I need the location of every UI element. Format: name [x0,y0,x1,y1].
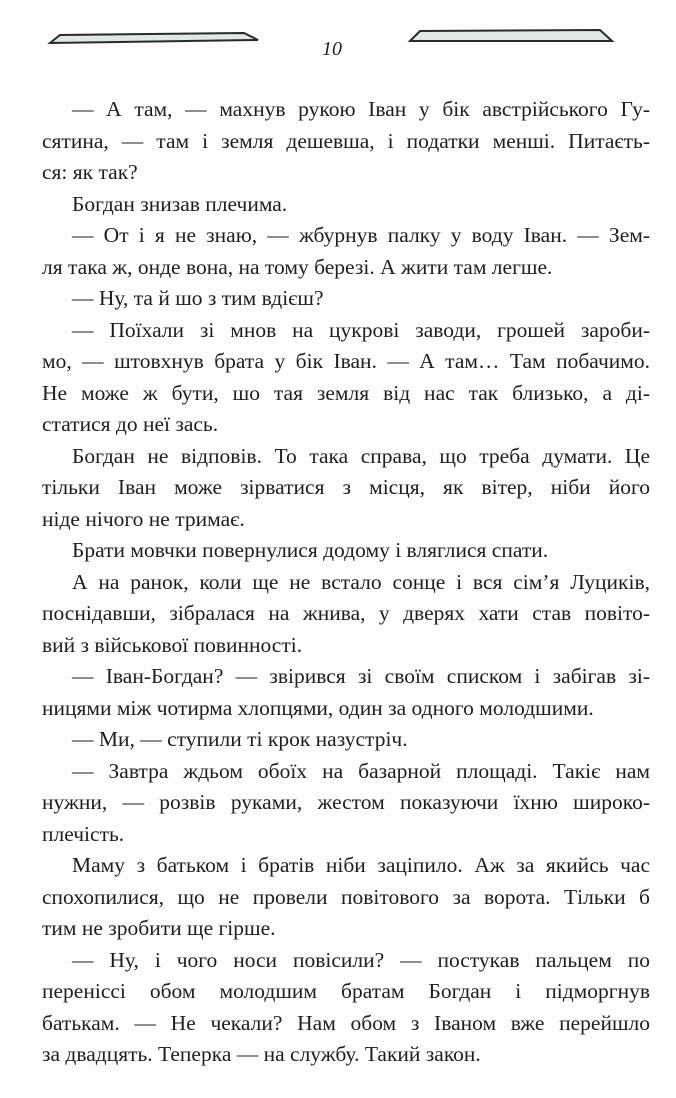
text-line: ся: як так? [42,160,138,184]
text-line: нужни, — розвів руками, жестом показуючи їхню широко- [42,790,650,814]
text-line: батькам. — Не чекали? Нам обом з Іваном вже перейшло [42,1010,650,1035]
left-ornament-rule [44,31,274,45]
text-line: за двадцять. Теперка — на службу. Такий закон. [42,1042,481,1066]
text-line: ніде нічого не тримає. [42,506,245,531]
text-line: спохопилися, що не провели повітового за ворота. Тільки б [42,884,650,909]
text-line: — От і я не знаю, — жбурнув палку у воду Іван. — Зем- [72,223,650,247]
text-line: Богдан знизав плечима. [72,191,288,216]
text-line: Богдан не відповів. То така справа, що треба думати. Це [72,443,650,468]
text-line: тим не зробити ще гірше. [42,916,276,940]
text-line: А на ранок, коли ще не встало сонце і вся сім’я Луциків, [72,569,650,594]
page-header [0,24,676,60]
text-line: — А там, — махнув рукою Іван у бік австрійського Гу- [72,97,650,121]
text-line: ницями між чотирма хлопцями, один за одного молодшими. [42,695,594,720]
text-line: сятина, — там і земля дешевша, і податки менші. Питаєть- [42,128,650,153]
text-line: — Ну, та й шо з тим вдієш? [72,286,324,310]
text-line: — Ну, і чого носи повісили? — постукав пальцем по [72,947,650,972]
text-line: Брати мовчки повернулися додому і вляглися спати. [72,538,549,562]
body-text [42,94,650,1071]
text-line: ля така ж, онде вона, на тому березі. А жити там легше. [42,254,553,279]
text-line: поснідавши, зібралася на жнива, у дверях хати став повіто- [42,601,650,625]
text-line: Не може ж бути, шо тая земля від нас так близько, а ді- [42,380,650,405]
text-line: — Іван-Богдан? — звірився зі своїм списком і забігав зі- [72,664,650,688]
text-line: плечість. [42,821,125,846]
text-line: — Поїхали зі мнов на цукрові заводи, грошей зароби- [72,317,650,342]
text-line: тільки Іван може зірватися з місця, як вітер, ніби його [42,475,650,499]
text-line: — Ми, — ступили ті крок назустріч. [72,727,408,751]
text-line: Маму з батьком і братів ніби заціпило. Аж за якийсь час [72,853,650,877]
text-line: статися до неї зась. [42,412,219,436]
text-line: переніссі обом молодшим братам Богдан і підморгнув [42,979,650,1003]
text-line: вий з військової повинності. [42,632,303,657]
text-line: — Завтра ждьом обоїх на базарной площаді. Такіє нам [72,758,650,783]
text-line: мо, — штовхнув брата у бік Іван. — А там… Там побачимо. [42,349,650,373]
right-ornament-rule [398,28,628,42]
page-number: 10 [322,38,342,60]
